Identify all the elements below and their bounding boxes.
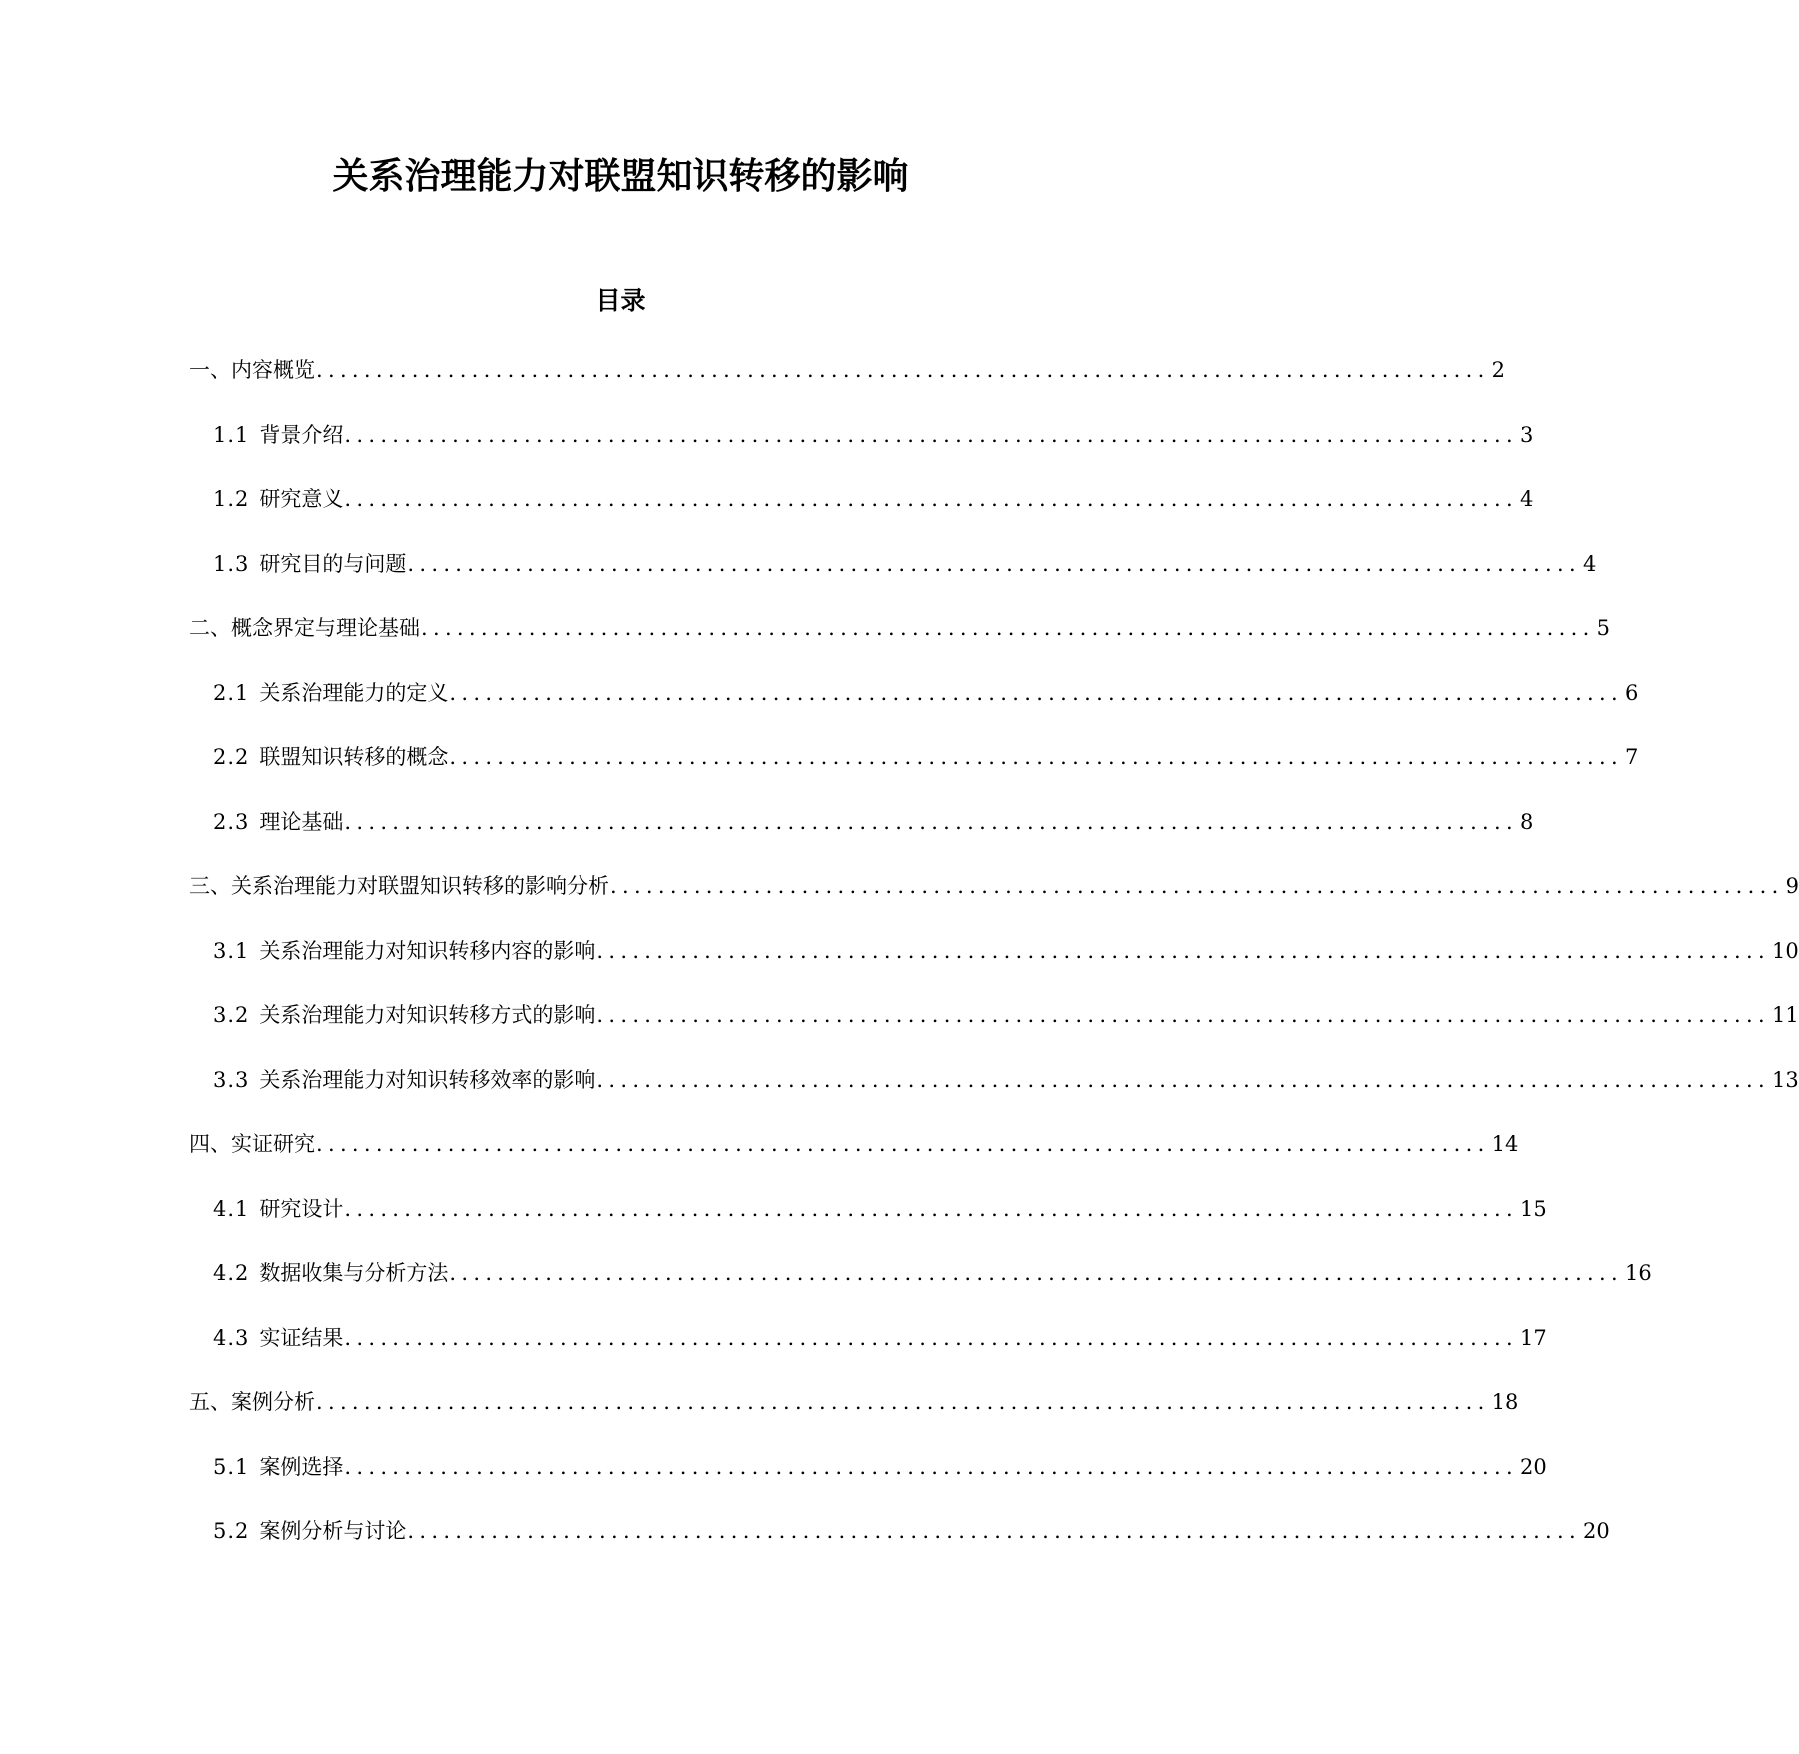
toc-entry-number: 4.1 <box>213 1196 250 1221</box>
toc-leader-dots: .................................................................................................. <box>449 745 1623 769</box>
toc-entry[interactable] <box>213 739 1639 775</box>
toc-entry-number: 3.3 <box>213 1067 250 1092</box>
toc-entry-number: 4.2 <box>213 1261 250 1285</box>
toc-page-number: 11 <box>1771 1003 1799 1027</box>
toc-entry-title: 背景介绍 <box>259 422 344 447</box>
toc-entry-number: 2.1 <box>213 680 250 705</box>
toc-entry-title: 关系治理能力对知识转移效率的影响 <box>259 1067 596 1092</box>
toc-entry-title: 案例选择 <box>259 1454 344 1479</box>
toc-entry-number: 3.1 <box>213 938 250 963</box>
toc-page-number: 16 <box>1624 1261 1652 1285</box>
toc-page-number: 9 <box>1785 874 1799 898</box>
toc-entry-title: 三、关系治理能力对联盟知识转移的影响分析 <box>189 874 609 898</box>
toc-leader-dots: .................................................................................................. <box>344 422 1518 447</box>
toc-entry-title: 研究目的与问题 <box>259 551 407 576</box>
toc-leader-dots: .................................................................................................. <box>449 1261 1623 1285</box>
toc-leader-dots: .................................................................................................. <box>596 938 1770 963</box>
toc-entry-number: 5.2 <box>213 1519 250 1543</box>
toc-page-number: 8 <box>1519 809 1534 834</box>
toc-entry-title: 关系治理能力对知识转移内容的影响 <box>259 938 596 963</box>
toc-leader-dots: .................................................................................................. <box>596 1003 1770 1027</box>
toc-entry-title: 五、案例分析 <box>189 1390 315 1414</box>
toc-entry-number: 1.2 <box>213 487 250 511</box>
toc-entry-number: 5.1 <box>213 1454 250 1479</box>
toc-entry[interactable] <box>189 1126 1519 1162</box>
toc-entry-title: 四、实证研究 <box>189 1132 315 1156</box>
toc-entry-title: 二、概念界定与理论基础 <box>189 616 420 640</box>
toc-entry-title: 研究意义 <box>259 487 344 511</box>
toc-heading: 目录 <box>595 286 646 315</box>
document-title: 关系治理能力对联盟知识转移的影响 <box>332 155 909 197</box>
toc-leader-dots: .................................................................................................. <box>407 1519 1581 1543</box>
toc-entry-number: 1.3 <box>213 551 250 576</box>
toc-page-number: 5 <box>1596 616 1610 640</box>
toc-entry-number: 2.2 <box>213 745 250 769</box>
toc-entry-number: 4.3 <box>213 1325 250 1350</box>
toc-entry-title: 数据收集与分析方法 <box>259 1261 449 1285</box>
toc-leader-dots: .................................................................................................. <box>596 1067 1770 1092</box>
toc-page-number: 20 <box>1519 1454 1547 1479</box>
toc-leader-dots: .................................................................................................. <box>344 1325 1518 1350</box>
toc-entry-title: 实证结果 <box>259 1325 344 1350</box>
toc-page-number: 4 <box>1519 487 1534 511</box>
toc-page-number: 20 <box>1582 1519 1610 1543</box>
toc-leader-dots: .................................................................................................. <box>316 1390 1490 1414</box>
toc-entry[interactable] <box>213 417 1534 453</box>
toc-page-number: 7 <box>1624 745 1639 769</box>
toc-entry[interactable] <box>213 481 1534 517</box>
toc-entry[interactable] <box>213 1062 1799 1098</box>
toc-page-number: 3 <box>1519 422 1534 447</box>
toc-entry-title: 联盟知识转移的概念 <box>259 745 449 769</box>
toc-leader-dots: .................................................................................................. <box>316 358 1490 382</box>
toc-leader-dots: .................................................................................................. <box>407 551 1581 576</box>
toc-page-number: 13 <box>1771 1067 1799 1092</box>
toc-page-number: 4 <box>1582 551 1597 576</box>
toc-entry-title: 关系治理能力的定义 <box>259 680 449 705</box>
toc-entry[interactable] <box>213 804 1534 840</box>
toc-entry[interactable] <box>213 675 1639 711</box>
toc-entry[interactable] <box>213 1449 1547 1485</box>
toc-entry-number: 1.1 <box>213 422 250 447</box>
toc-entry[interactable] <box>213 933 1799 969</box>
toc-page-number: 2 <box>1491 358 1505 382</box>
toc-entry[interactable] <box>213 1513 1610 1549</box>
toc-entry[interactable] <box>189 1384 1519 1420</box>
toc-entry[interactable] <box>213 997 1799 1033</box>
toc-leader-dots: .................................................................................................. <box>344 1196 1518 1221</box>
toc-page-number: 18 <box>1491 1390 1519 1414</box>
toc-entry-title: 一、内容概览 <box>189 358 315 382</box>
toc-entry-title: 研究设计 <box>259 1196 344 1221</box>
toc-entry[interactable] <box>213 1255 1652 1291</box>
toc-leader-dots: .................................................................................................. <box>316 1132 1490 1156</box>
toc-page-number: 17 <box>1519 1325 1547 1350</box>
toc-page-number: 6 <box>1624 680 1639 705</box>
toc-leader-dots: .................................................................................................. <box>344 809 1518 834</box>
toc-leader-dots: .................................................................................................. <box>449 680 1623 705</box>
toc-leader-dots: .................................................................................................. <box>344 487 1518 511</box>
toc-leader-dots: .................................................................................................. <box>610 874 1784 898</box>
toc-entry[interactable] <box>213 1320 1547 1356</box>
toc-entry-title: 理论基础 <box>259 809 344 834</box>
toc-entry-title: 关系治理能力对知识转移方式的影响 <box>259 1003 596 1027</box>
toc-leader-dots: .................................................................................................. <box>421 616 1595 640</box>
toc-entry-title: 案例分析与讨论 <box>259 1519 407 1543</box>
toc-entry-number: 2.3 <box>213 809 250 834</box>
toc-leader-dots: .................................................................................................. <box>344 1454 1518 1479</box>
toc-page-number: 14 <box>1491 1132 1519 1156</box>
toc-entry[interactable] <box>189 868 1799 904</box>
toc-entry[interactable] <box>213 1191 1547 1227</box>
toc-page-number: 15 <box>1519 1196 1547 1221</box>
toc-entry-number: 3.2 <box>213 1003 250 1027</box>
toc-entry[interactable] <box>189 610 1610 646</box>
toc-entry[interactable] <box>213 546 1597 582</box>
toc-page-number: 10 <box>1771 938 1799 963</box>
toc-entry[interactable] <box>189 352 1505 388</box>
